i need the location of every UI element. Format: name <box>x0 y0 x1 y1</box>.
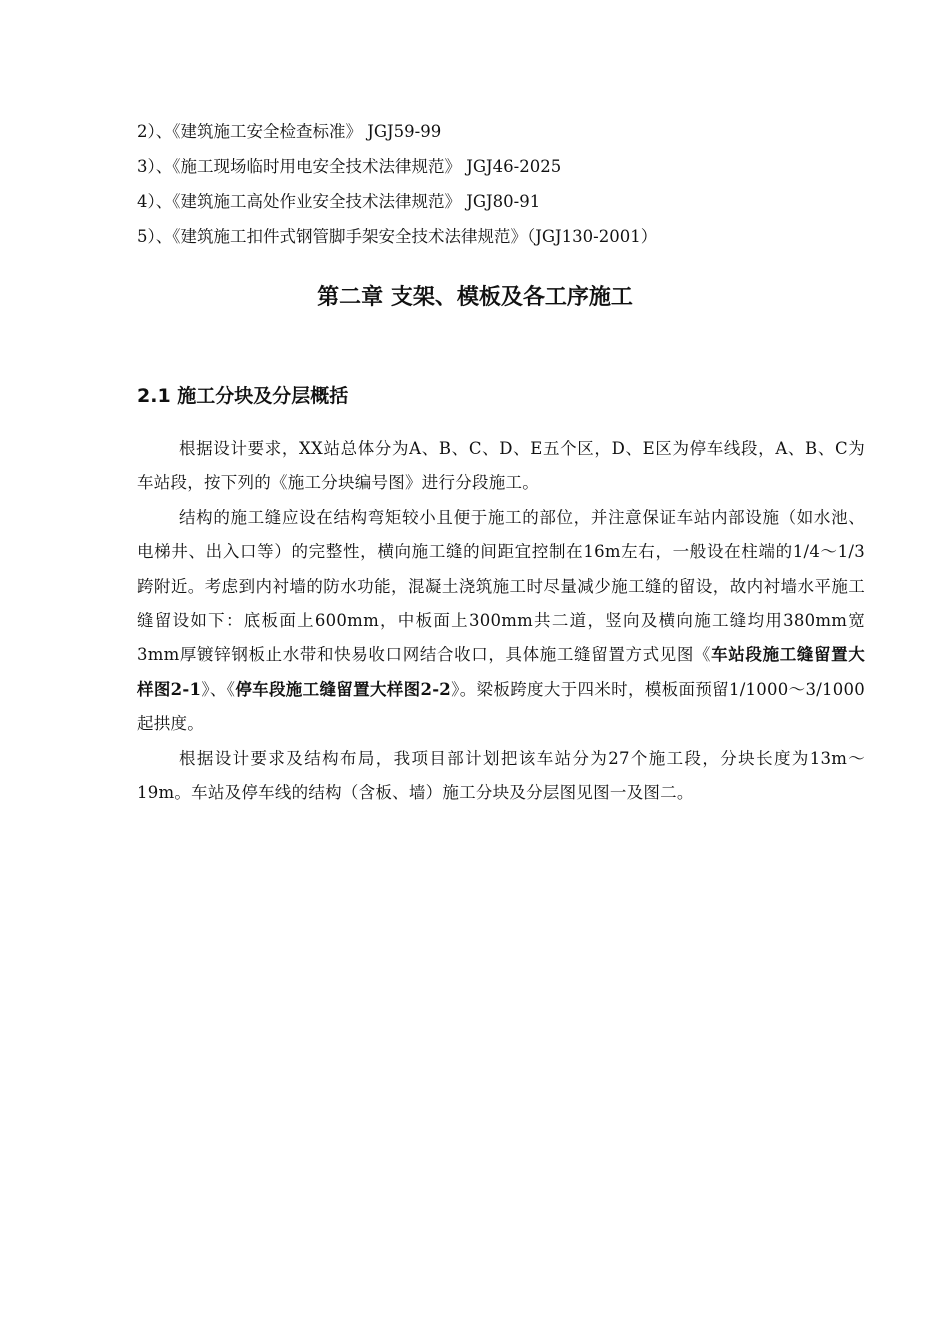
figure-reference-2-1: 车站段施工缝留置大样图2-1 <box>137 645 865 699</box>
reference-item: 3）、《施工现场临时用电安全技术法律规范》 JGJ46-2025 <box>137 157 562 176</box>
paragraph-3: 根据设计要求及结构布局，我项目部计划把该车站分为27个施工段，分块长度为13m～19m。车站及停车线的结构（含板、墙）施工分块及分层图见图一及图二。 <box>137 748 865 803</box>
paragraph-2-text-c: 》。梁板跨度大于四米时，模板面预留1/1000～3/1000起拱度。 <box>137 679 866 734</box>
reference-item: 5）、《建筑施工扣件式钢管脚手架安全技术法律规范》（JGJ130-2001） <box>137 227 658 246</box>
figure-reference-2-2: 停车段施工缝留置大样图2-2 <box>235 679 452 699</box>
reference-list <box>137 114 877 254</box>
section-body <box>137 432 865 810</box>
paragraph-2-text-b: 》、《 <box>201 679 236 699</box>
section-title: 2.1 施工分块及分层概括 <box>137 385 349 407</box>
reference-item: 4）、《建筑施工高处作业安全技术法律规范》 JGJ80-91 <box>137 192 541 211</box>
paragraph-1: 根据设计要求，XX站总体分为A、B、C、D、E五个区，D、E区为停车线段，A、B、C为车站段，按下列的《施工分块编号图》进行分段施工。 <box>137 439 865 493</box>
paragraph-2-text-a: 结构的施工缝应设在结构弯矩较小且便于施工的部位，并注意保证车站内部设施（如水池、电梯井、出入口等）的完整性，横向施工缝的间距宜控制在16m左右，一般设在柱端的1/4～1/3跨附近。考虑到内衬墙的防水功能，混凝土浇筑施工时尽量减少施工缝的留设，故内衬墙水平施工缝留设如下：底板面上600mm，中板面上300mm共二道，竖向及横向施工缝均用380mm宽3mm厚镀锌钢板止水带和快易收口网结合收口，具体施工缝留置方式见图《 <box>137 507 865 665</box>
paragraph-2 <box>137 501 865 742</box>
chapter-title: 第二章 支架、模板及各工序施工 <box>317 285 633 310</box>
reference-item: 2）、《建筑施工安全检查标准》 JGJ59-99 <box>137 122 442 141</box>
